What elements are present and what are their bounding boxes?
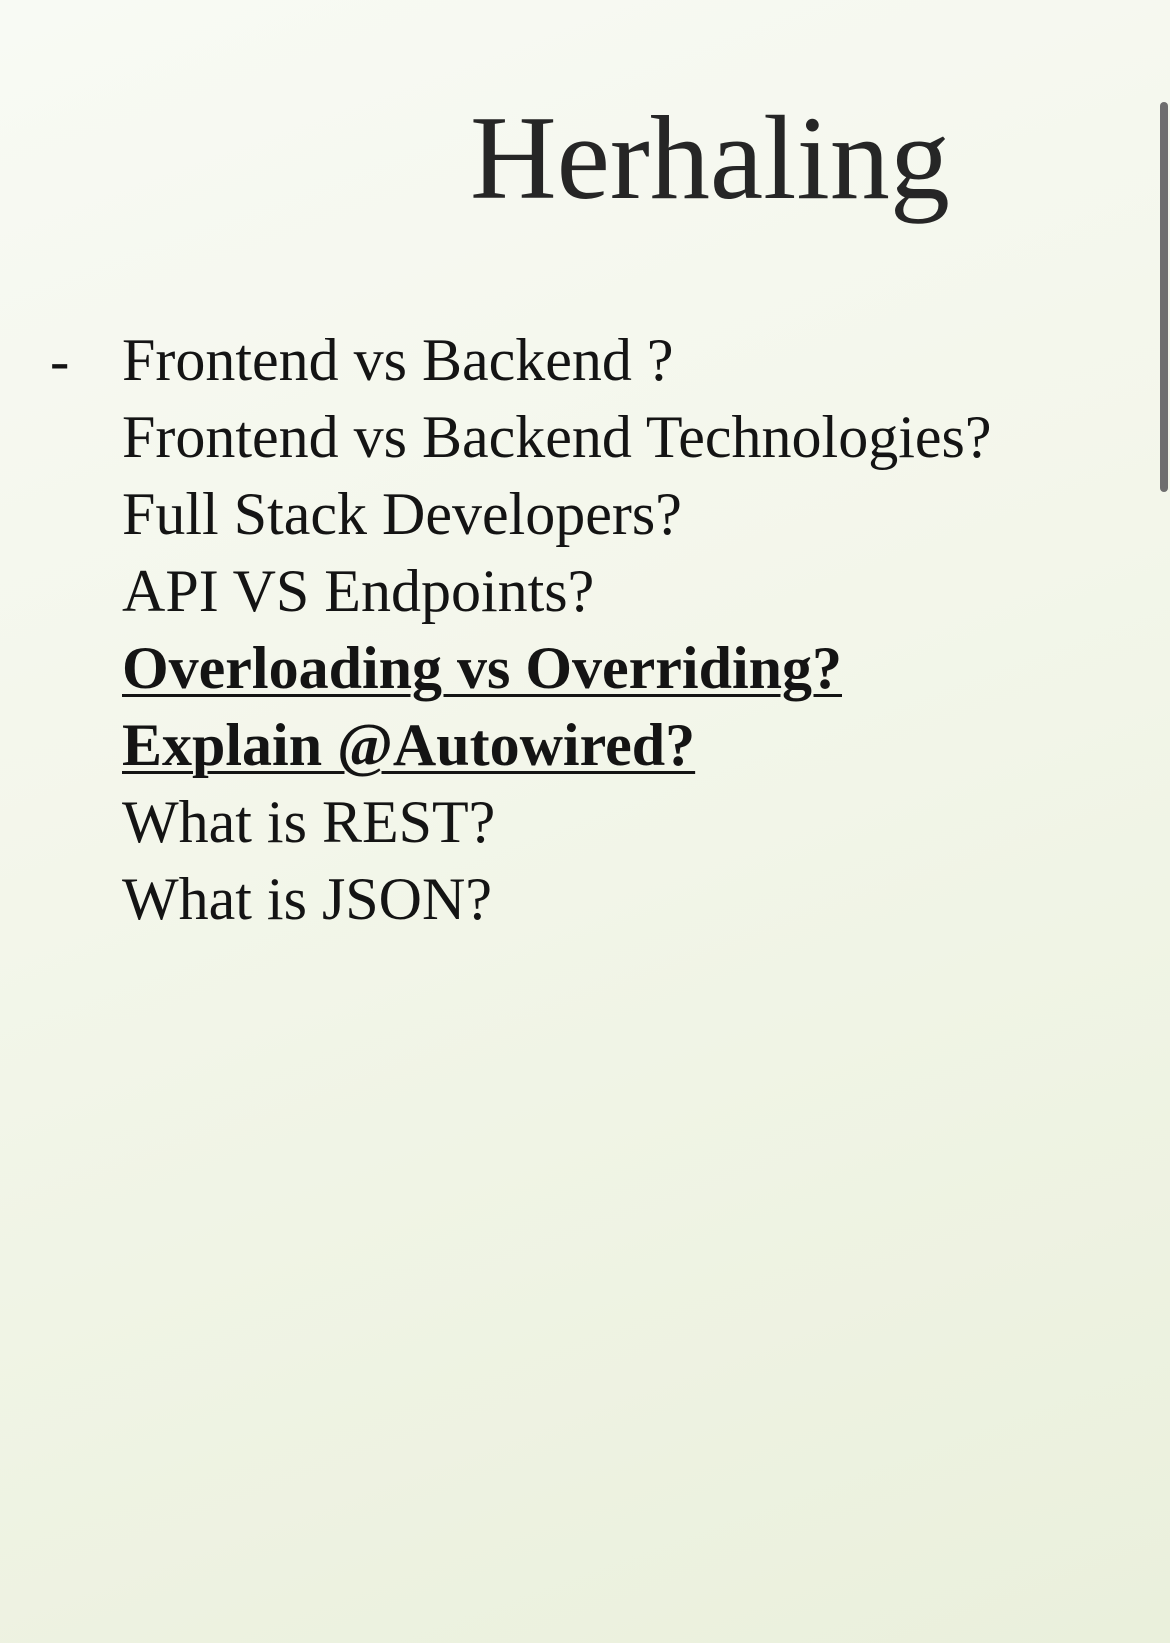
topic-item: API VS Endpoints? (122, 558, 595, 624)
topic-item: Full Stack Developers? (122, 481, 682, 547)
topic-item-emphasized: Overloading vs Overriding? (122, 635, 842, 701)
topic-item: What is REST? (122, 789, 496, 855)
topic-item-emphasized: Explain @Autowired? (122, 712, 696, 778)
topic-item: Frontend vs Backend Technologies? (122, 404, 992, 470)
slide-title: Herhaling (470, 91, 950, 224)
topic-item: What is JSON? (122, 866, 492, 932)
bullet-marker: - (50, 328, 70, 393)
scrollbar-thumb[interactable] (1160, 102, 1168, 492)
topic-list (122, 322, 992, 938)
topic-item: Frontend vs Backend ? (122, 327, 674, 393)
scrollbar[interactable] (1156, 0, 1170, 1643)
